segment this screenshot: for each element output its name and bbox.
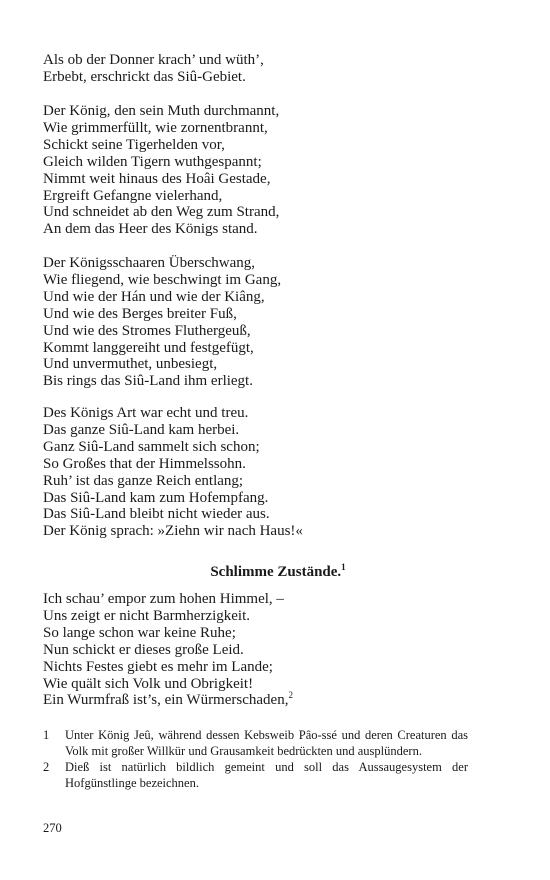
page-number: 270 (43, 821, 62, 835)
verse-line: Wie quält sich Volk und Obrigkeit! (43, 675, 254, 692)
verse-line-text: Ein Wurmfraß ist’s, ein Würmerschaden, (43, 692, 289, 709)
footnote-number: 1 (43, 728, 50, 742)
footnote-number: 2 (43, 760, 50, 775)
verse-line: Bis rings das Siû-Land ihm erliegt. (43, 373, 253, 390)
footnote-marker: 1 (341, 562, 346, 572)
section-title (43, 563, 513, 581)
footnote-text: Unter König Jeû, während dessen Kebsweib Pâo-ssé und deren Creaturen das Volk mit großer Willkür und Grausamkeit bedrückten und ausplündern. (65, 728, 468, 758)
verse-line: Und wie des Berges breiter Fuß, (43, 305, 237, 322)
verse-line: Erbebt, erschrickt das Siû-Gebiet. (43, 68, 246, 85)
verse-line: Nun schickt er dieses große Leid. (43, 641, 244, 658)
verse-line: Wie grimmerfüllt, wie zornentbrannt, (43, 119, 268, 136)
verse-line: Kommt langgereiht und festgefügt, (43, 339, 254, 356)
verse-line: Ruh’ ist das ganze Reich entlang; (43, 472, 244, 489)
stanza-4 (43, 405, 513, 540)
footnotes (43, 728, 468, 792)
verse-line: Und schneidet ab den Weg zum Strand, (43, 204, 280, 221)
verse-line: Das Siû-Land kam zum Hofempfang. (43, 489, 269, 506)
stanza-5 (43, 591, 513, 709)
footnote (43, 728, 468, 759)
stanza-1 (43, 52, 513, 86)
footnote-text: Dieß ist natürlich bildlich gemeint und soll das Aussaugesystem der Hofgünstlinge bezeichnen. (65, 760, 468, 790)
verse-line: Ganz Siû-Land sammelt sich schon; (43, 438, 260, 455)
verse-line: So Großes that der Himmelssohn. (43, 455, 246, 472)
stanza-3 (43, 255, 513, 390)
verse-line: Und wie des Stromes Fluthergeuß, (43, 322, 251, 339)
verse-line: Ich schau’ empor zum hohen Himmel, – (43, 591, 284, 607)
verse-line: Gleich wilden Tigern wuthgespannt; (43, 153, 262, 170)
verse-line: Das ganze Siû-Land kam herbei. (43, 421, 240, 438)
verse-line: Nimmt weit hinaus des Hoâi Gestade, (43, 170, 271, 187)
verse-line: Schickt seine Tigerhelden vor, (43, 136, 225, 153)
verse-line: Der König sprach: »Ziehn wir nach Haus!« (43, 523, 303, 540)
verse-line: Nichts Festes giebt es mehr im Lande; (43, 658, 273, 675)
verse-line: Des Königs Art war echt und treu. (43, 405, 249, 421)
verse-line: Der König, den sein Muth durchmannt, (43, 103, 280, 119)
verse-line: Der Königsschaaren Überschwang, (43, 255, 256, 271)
stanza-2 (43, 103, 513, 238)
verse-line: Uns zeigt er nicht Barmherzigkeit. (43, 607, 251, 624)
verse-line: Das Siû-Land bleibt nicht wieder aus. (43, 506, 270, 523)
verse-line: Wie fliegend, wie beschwingt im Gang, (43, 271, 282, 288)
section-title-text: Schlimme Zustände. (210, 564, 342, 580)
verse-line: Und wie der Hán und wie der Kiâng, (43, 288, 265, 305)
verse-line: Ergreift Gefangne vielerhand, (43, 187, 223, 204)
verse-line: Als ob der Donner krach’ und wüth’, (43, 52, 264, 68)
footnote (43, 760, 468, 791)
verse-line: So lange schon war keine Ruhe; (43, 624, 236, 641)
verse-line: Und unvermuthet, unbesiegt, (43, 356, 218, 373)
footnote-marker: 2 (288, 690, 293, 701)
verse-line (43, 692, 513, 709)
verse-line: An dem das Heer des Königs stand. (43, 221, 258, 238)
